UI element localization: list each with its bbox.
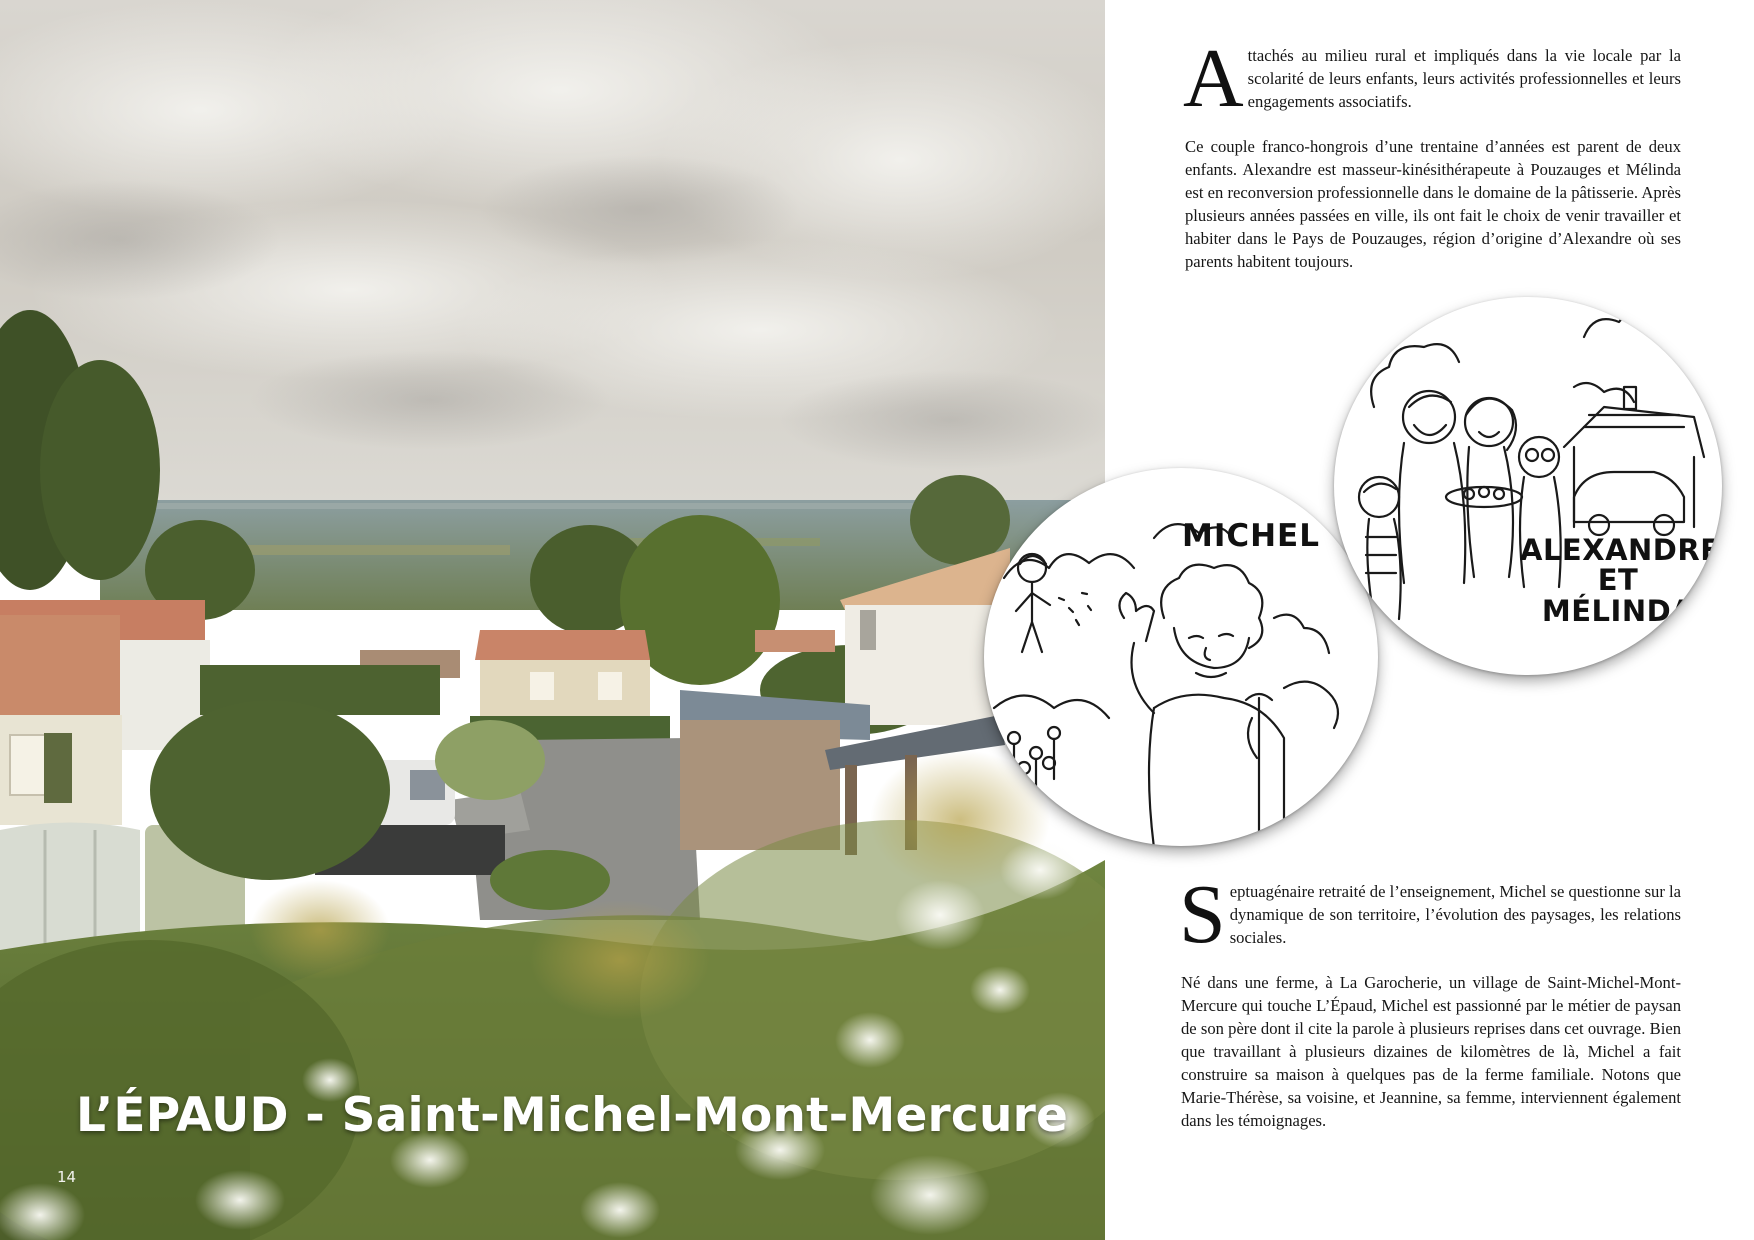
place-title: L’ÉPAUD - Saint-Michel-Mont-Mercure — [76, 1088, 1069, 1143]
michel-body-paragraph: Né dans une ferme, à La Garocherie, un village de Saint-Michel-Mont-Mercure qui touche L’Épaud, Michel est passionné par le métier de paysan de son père dont il cite la parole à plusieurs reprises dans cet ouvrage. Bien que travaillant à plusieurs dizaines de kilomètres de là, Michel a fait construire sa maison à quelques pas de la ferme familiale. Notons que Marie-Thérèse, sa voisine, et Jeannine, sa femme, interviennent également dans les témoignages. — [1181, 973, 1681, 1130]
couple-body-paragraph: Ce couple franco-hongrois d’une trentaine d’années est parent de deux enfants. Alexandre est masseur-kinésithérapeute à Pouzauges et Mélinda est en reconversion professionnelle dans le domaine de la pâtisserie. Après plusieurs années passées en ville, ils ont fait le choix de venir travailler et habiter dans le Pays de Pouzauges, région d’origine d’Alexandre où ses parents habitent toujours. — [1185, 137, 1681, 271]
michel-text-block — [1179, 868, 1681, 1132]
michel-intro-paragraph — [1179, 868, 1681, 961]
michel-intro-text: eptuagénaire retraité de l’enseignement, Michel se questionne sur la dynamique de son territoire, l’évolution des paysages, les relations sociales. — [1229, 882, 1681, 947]
michel-illustration — [984, 468, 1378, 846]
couple-intro-text: ttachés au milieu rural et impliqués dans la vie locale par la scolarité de leurs enfants, leurs activités professionnelles et leurs engagements associatifs. — [1247, 46, 1681, 111]
drop-cap: S — [1179, 868, 1226, 961]
couple-text-block — [1183, 32, 1681, 273]
drop-cap: A — [1183, 32, 1244, 125]
couple-intro-paragraph — [1183, 32, 1681, 125]
page-number: 14 — [57, 1168, 77, 1186]
couple-label-line2: ET MÉLINDA — [1541, 563, 1695, 628]
michel-label: MICHEL — [1181, 518, 1320, 554]
couple-illustration — [1334, 297, 1722, 675]
couple-label — [1520, 533, 1721, 628]
couple-label-line1: ALEXANDRE — [1520, 533, 1721, 567]
